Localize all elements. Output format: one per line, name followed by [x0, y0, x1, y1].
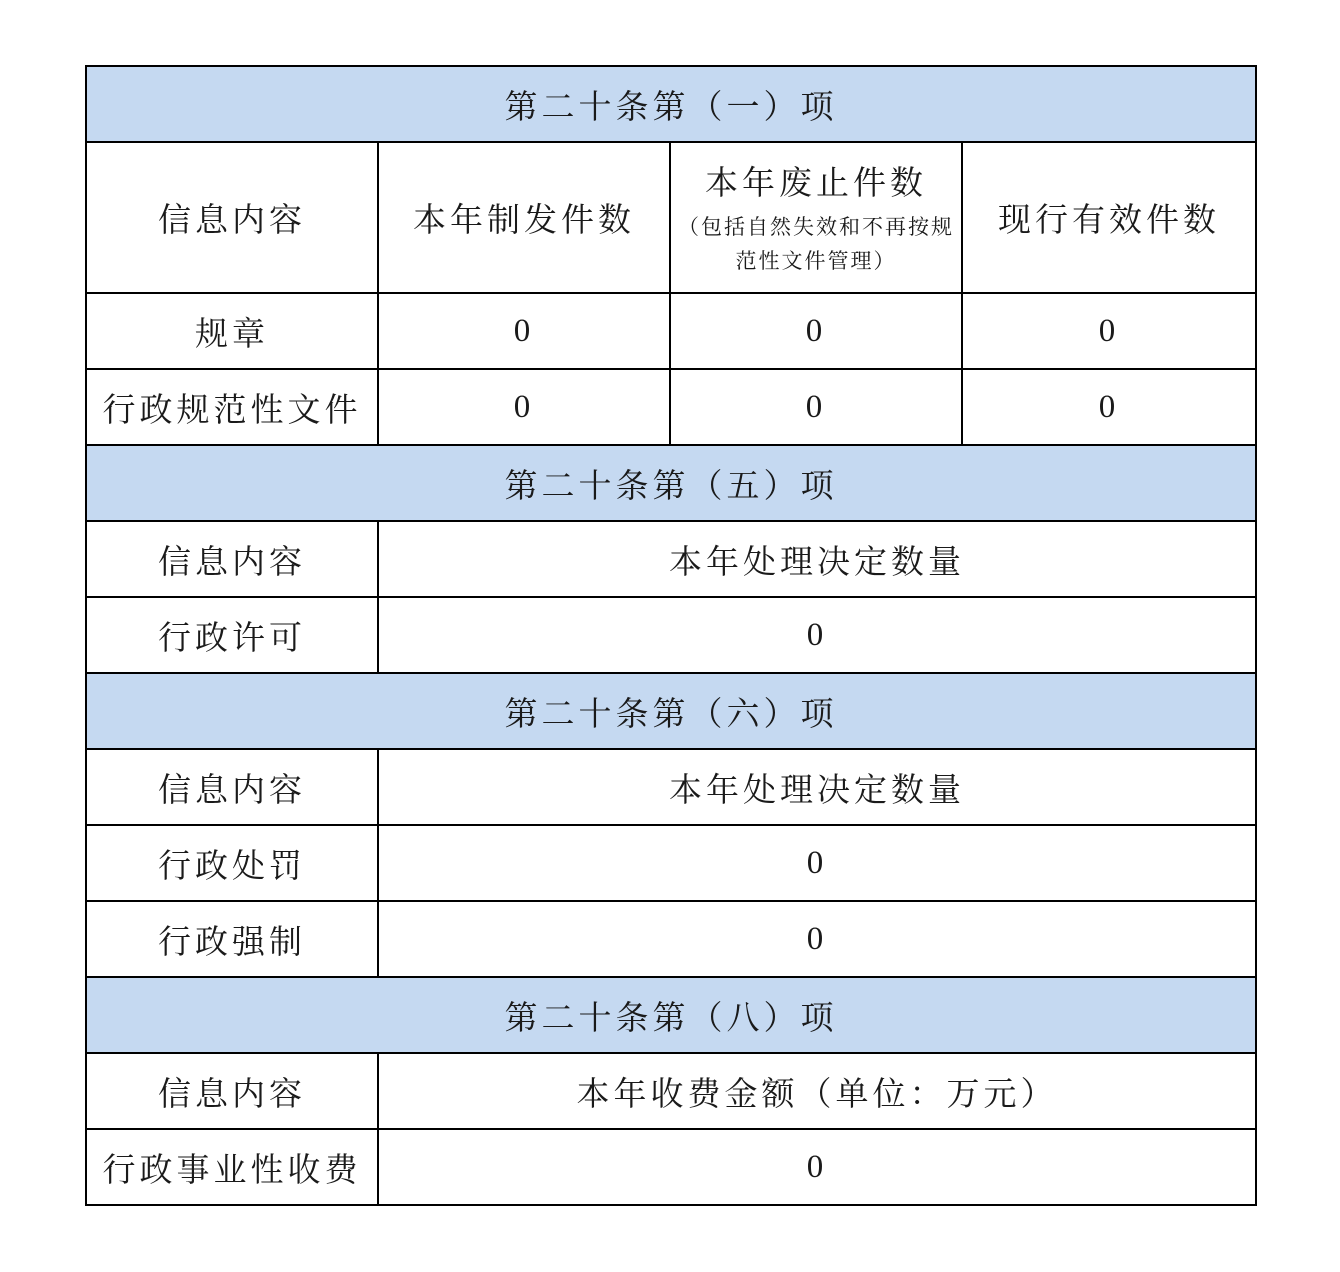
valid-count-header: 现行有效件数 [962, 142, 1256, 293]
abolished-count-header [670, 142, 962, 293]
abolished-count-title: 本年废止件数 [705, 163, 927, 202]
fee-amount-header: 本年收费金额（单位：万元） [378, 1053, 1256, 1129]
info-content-label: 信息内容 [86, 749, 378, 825]
section-header-8 [86, 977, 1256, 1053]
column-header-row [86, 749, 1256, 825]
table-row [86, 369, 1256, 445]
row-label: 规章 [86, 293, 378, 369]
text-cursor-mark [1255, 836, 1257, 862]
cell-value: 0 [962, 293, 1256, 369]
decision-count-header: 本年处理决定数量 [378, 521, 1256, 597]
table-row [86, 825, 1256, 901]
issued-count-header: 本年制发件数 [378, 142, 670, 293]
abolished-count-note: （包括自然失效和不再按规范性文件管理） [678, 215, 954, 273]
column-header-row [86, 142, 1256, 293]
row-label: 行政强制 [86, 901, 378, 977]
table-row [86, 901, 1256, 977]
disclosure-table [85, 65, 1257, 1206]
column-header-row [86, 521, 1256, 597]
info-content-label: 信息内容 [86, 1053, 378, 1129]
cell-value: 0 [670, 369, 962, 445]
row-label: 行政处罚 [86, 825, 378, 901]
cell-value: 0 [962, 369, 1256, 445]
section-header-5 [86, 445, 1256, 521]
cell-value: 0 [378, 293, 670, 369]
cell-value: 0 [378, 597, 1256, 673]
section-header-1 [86, 66, 1256, 142]
section-header-6 [86, 673, 1256, 749]
section-title: 第二十条第（五）项 [86, 445, 1256, 521]
info-content-label: 信息内容 [86, 521, 378, 597]
cell-value: 0 [378, 825, 1256, 901]
table-row [86, 293, 1256, 369]
section-title: 第二十条第（六）项 [86, 673, 1256, 749]
info-content-label: 信息内容 [86, 142, 378, 293]
row-label: 行政事业性收费 [86, 1129, 378, 1205]
table-row [86, 597, 1256, 673]
cell-value: 0 [378, 369, 670, 445]
decision-count-header: 本年处理决定数量 [378, 749, 1256, 825]
row-label: 行政许可 [86, 597, 378, 673]
section-title: 第二十条第（八）项 [86, 977, 1256, 1053]
table-row [86, 1129, 1256, 1205]
cell-value: 0 [378, 901, 1256, 977]
cell-value: 0 [670, 293, 962, 369]
cell-value: 0 [378, 1129, 1256, 1205]
column-header-row [86, 1053, 1256, 1129]
section-title: 第二十条第（一）项 [86, 66, 1256, 142]
row-label: 行政规范性文件 [86, 369, 378, 445]
